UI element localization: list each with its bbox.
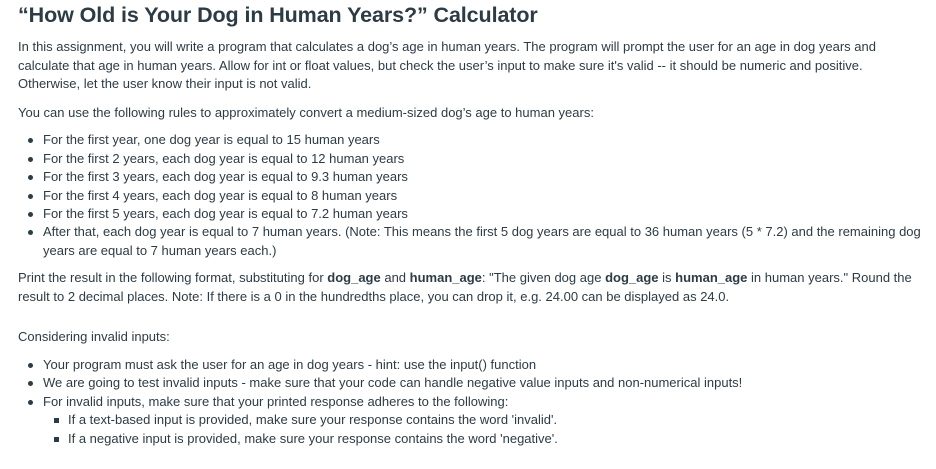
output-format-paragraph	[18, 269, 922, 306]
page-title: “How Old is Your Dog in Human Years?” Calculator	[18, 3, 538, 27]
invalid-inputs-sublist	[43, 411, 922, 448]
conversion-rules-list	[18, 131, 922, 260]
invalid-inputs-list	[18, 356, 922, 448]
format-text: Print the result in the following format, substituting for	[18, 270, 328, 286]
sub-list-item: If a negative input is provided, make sure your response contains the word 'negative'.	[68, 430, 922, 448]
list-item: We are going to test invalid inputs - make sure that your code can handle negative value inputs and non-numerical inputs!	[43, 374, 922, 392]
format-text: in human years." Round the result to 2 decimal places. Note: If there is a 0 in the hundredths place, you can drop it, e.g. 24.00 can be displayed as 24.0.	[18, 270, 912, 304]
invalid-inputs-heading: Considering invalid inputs:	[18, 329, 170, 345]
human-age-term: human_age	[675, 270, 748, 286]
list-item	[43, 393, 922, 448]
dog-age-term: dog_age	[605, 270, 659, 286]
list-item: For the first 2 years, each dog year is equal to 12 human years	[43, 150, 922, 168]
list-item: After that, each dog year is equal to 7 human years. (Note: This means the first 5 dog years are equal to 36 human years (5 * 7.2) and the remaining dog years are equal to 7 human years each.)	[43, 223, 922, 260]
rules-intro-paragraph: You can use the following rules to approximately convert a medium-sized dog’s age to human years:	[18, 104, 594, 120]
format-text: : "The given dog age	[481, 270, 606, 286]
sub-list-item: If a text-based input is provided, make sure your response contains the word 'invalid'.	[68, 411, 922, 429]
human-age-term: human_age	[409, 270, 482, 286]
list-item-text: For invalid inputs, make sure that your printed response adheres to the following:	[43, 393, 509, 409]
list-item: For the first 3 years, each dog year is equal to 9.3 human years	[43, 168, 922, 186]
list-item: For the first year, one dog year is equal to 15 human years	[43, 131, 922, 149]
intro-paragraph: In this assignment, you will write a program that calculates a dog’s age in human years. The program will prompt the user for an age in dog years and calculate that age in human years. Allow for int or float values, but check the user’s input to make sure it's valid -- it should be numeric and positive. Otherwise, let the user know their input is not valid.	[18, 39, 876, 92]
list-item: For the first 4 years, each dog year is equal to 8 human years	[43, 187, 922, 205]
list-item: For the first 5 years, each dog year is equal to 7.2 human years	[43, 205, 922, 223]
format-text: is	[658, 270, 676, 286]
dog-age-term: dog_age	[327, 270, 381, 286]
format-text: and	[380, 270, 410, 286]
list-item: Your program must ask the user for an age in dog years - hint: use the input() function	[43, 356, 922, 374]
